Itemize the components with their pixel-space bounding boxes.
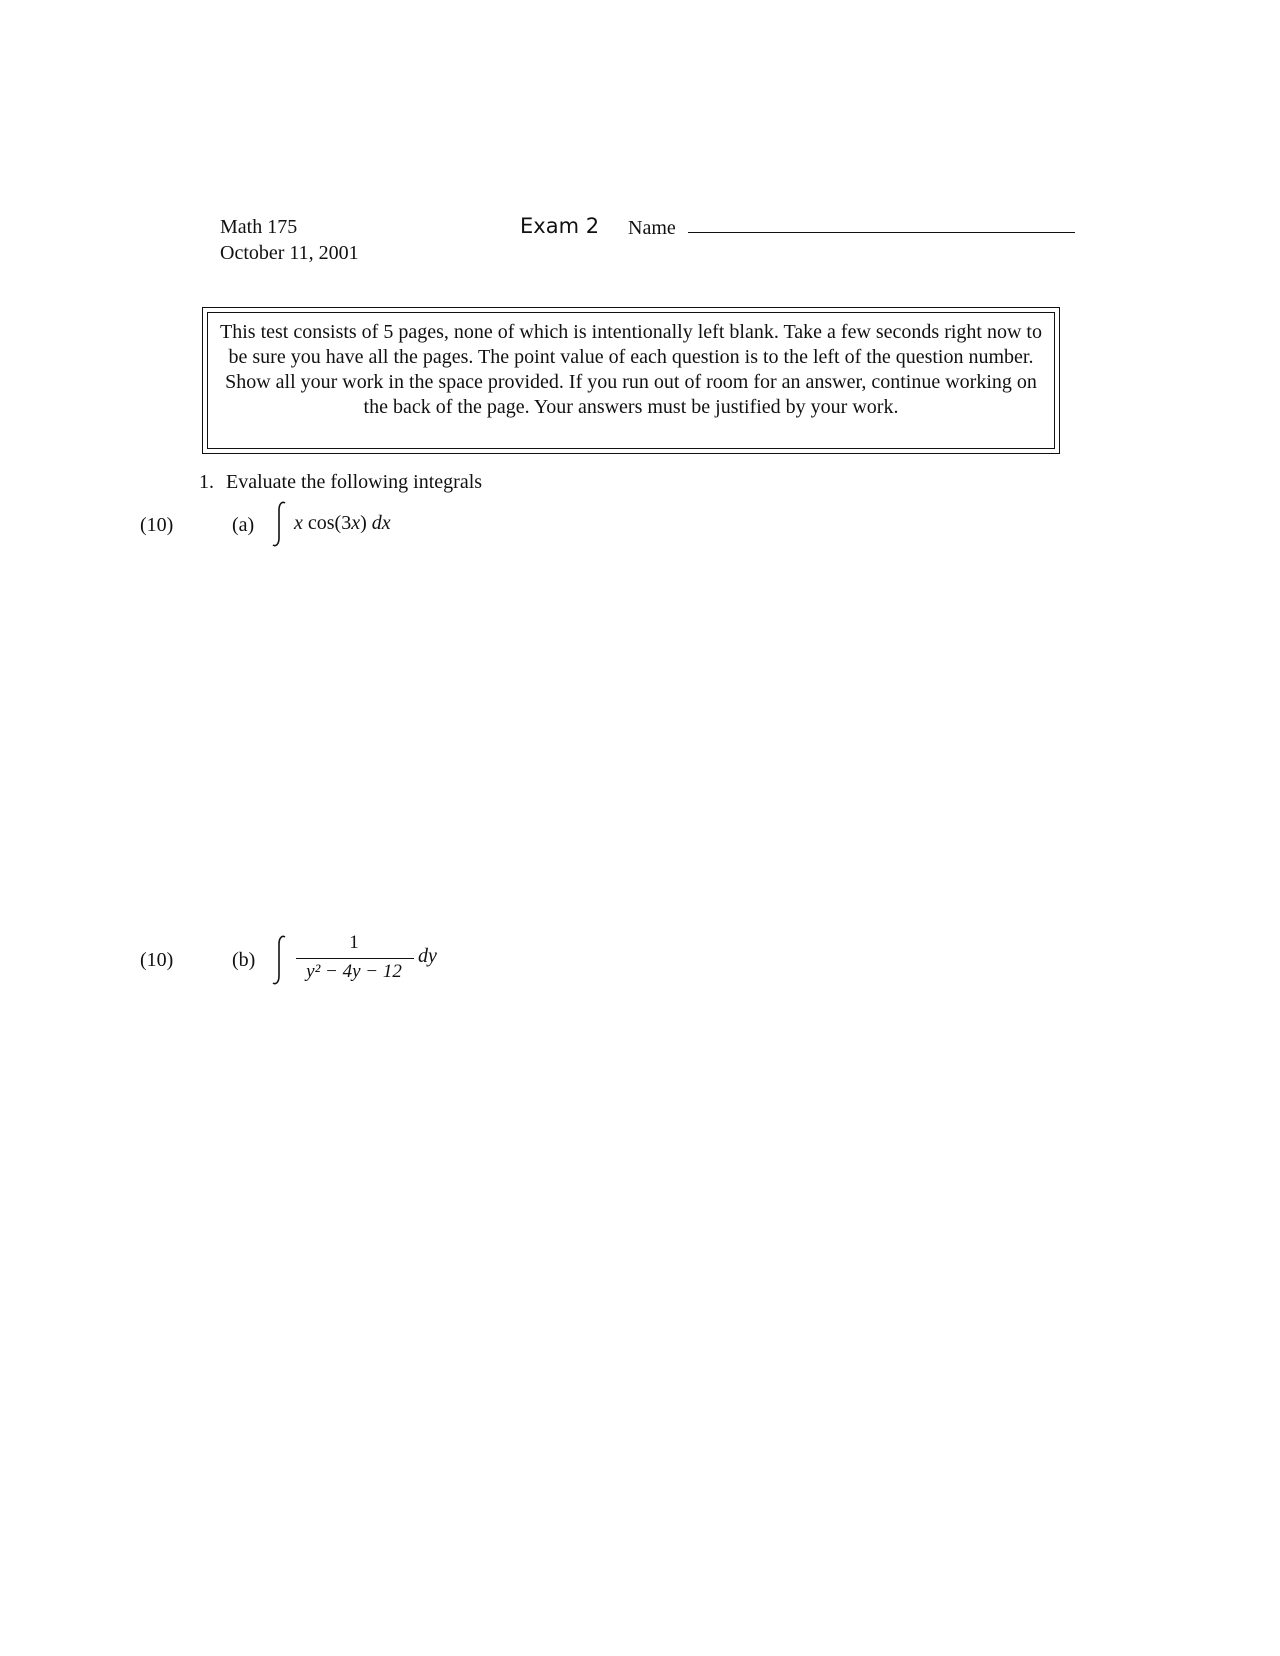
- question-prompt: Evaluate the following integrals: [226, 471, 483, 493]
- integral-a: [270, 500, 410, 550]
- differential-b: dy: [418, 945, 437, 967]
- part-a-label: (a): [232, 514, 255, 536]
- fraction-numerator: 1: [349, 932, 359, 953]
- points-part-a: (10): [140, 514, 174, 536]
- exam-date: October 11, 2001: [220, 242, 359, 264]
- fraction-bar: [296, 958, 414, 959]
- integral-sign-icon: [270, 934, 290, 986]
- integral-sign-icon: [270, 500, 290, 548]
- question-number: 1.: [199, 471, 214, 493]
- instructions-text: This test consists of 5 pages, none of which is intentionally left blank. Take a few seconds right now to be sure you have all the pages. The point value of each question is to the left of the question number. Show all your work in the space provided. If you run out of room for an answer, continue working on the back of the page. Your answers must be justified by your work.: [207, 312, 1055, 449]
- integrand-a-var2: x: [351, 512, 361, 534]
- instructions-box: [202, 307, 1060, 454]
- course-name: Math 175: [220, 216, 298, 238]
- differential-a: dx: [371, 512, 391, 534]
- exam-title: Exam 2: [520, 214, 600, 238]
- integrand-a-func: cos(3: [307, 512, 352, 534]
- integral-b: [268, 928, 448, 994]
- name-blank-line[interactable]: [688, 232, 1075, 233]
- part-b-label: (b): [232, 949, 256, 971]
- integrand-a-var: x: [294, 512, 303, 534]
- integrand-a-close: ): [360, 512, 367, 534]
- name-label: Name: [628, 217, 676, 239]
- points-part-b: (10): [140, 949, 174, 971]
- integrand-a: [294, 512, 391, 535]
- fraction-denominator: y² − 4y − 12: [306, 961, 402, 982]
